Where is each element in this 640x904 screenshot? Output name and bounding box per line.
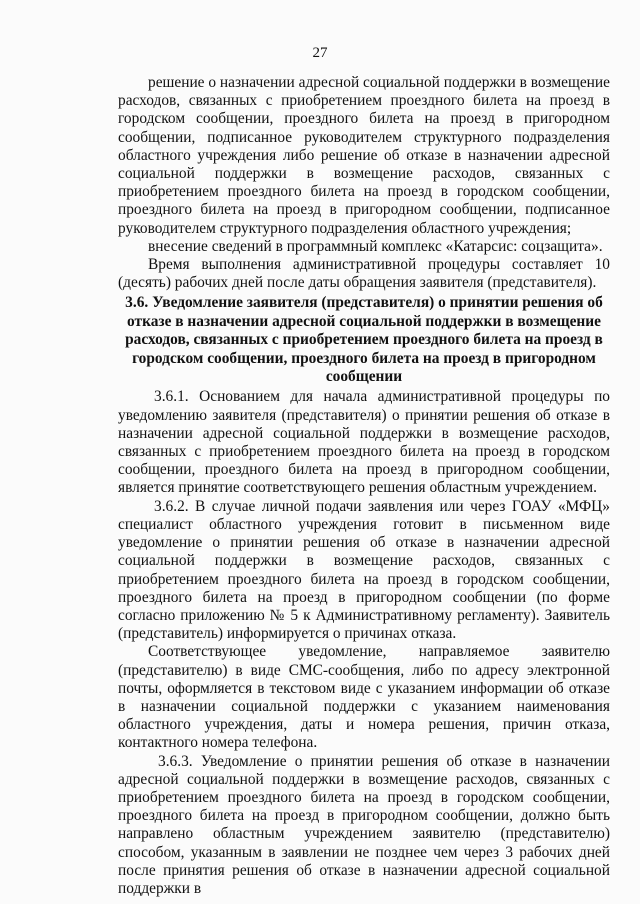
paragraph-3-6-3: 3.6.3. Уведомление о принятии решения об отказе в назначении адресной социальной поддержки в возмещение расходов, связанных с приобретением проездного билета на проезд в городском сообщении, проездного билета на проезд в пригородном сообщении, должно быть направлено областным учреждением заявителю (представителю) способом, указанным в заявлении не позднее чем через 3 рабочих дней после принятия решения об отказе в назначении адресной социальной поддержки в xyxy=(118,752,610,897)
paragraph-time: Время выполнения административной процедуры составляет 10 (десять) рабочих дней после даты обращения заявителя (представителя). xyxy=(118,256,610,292)
paragraph-3-6-2: 3.6.2. В случае личной подачи заявления или через ГОАУ «МФЦ» специалист областного учреждения готовит в письменном виде уведомление о принятии решения об отказе в назначении адресной социальной поддержки в возмещение расходов, связанных с приобретением проездного билета на проезд в городском сообщении, проездного билета на проезд в пригородном сообщении (по форме согласно приложению № 5 к Административному регламенту). Заявитель (представитель) информируется о причинах отказа. xyxy=(118,497,610,643)
section-number: 3.6. xyxy=(125,294,149,312)
paragraph-decision: решение о назначении адресной социальной поддержки в возмещение расходов, связанных с приобретением проездного билета на проезд в городском сообщении, проездного билета на проезд в пригородном сообщении, подписанное руководителем структурного подразделения областного учреждения либо решение об отказе в назначении адресной социальной поддержки в возмещение расходов, связанных с приобретением проездного билета на проезд в городском сообщении, проездного билета на проезд в пригородном сообщении, подписанное руководителем структурного подразделения областного учреждения; xyxy=(118,74,610,237)
paragraph-notification: Соответствующее уведомление, направляемое заявителю (представителю) в виде СМС-сообщения, либо по адресу электронной почты, оформляется в текстовом виде с указанием информации об отказе в назначении социальной поддержки с указанием наименования областного учреждения, даты и номера решения, причин отказа, контактного номера телефона. xyxy=(118,643,610,752)
paragraph-3-6-1: 3.6.1. Основанием для начала административной процедуры по уведомлению заявителя (представителя) о принятии решения об отказе в назначении адресной социальной поддержки в возмещение расходов, связанных с приобретением проездного билета на проезд в городском сообщении, проездного билета на проезд в пригородном сообщении, является принятие соответствующего решения областным учреждением. xyxy=(118,388,610,497)
section-heading xyxy=(118,294,610,386)
page-body xyxy=(118,74,610,898)
section-title: Уведомление заявителя (представителя) о принятии решения об отказе в назначении адресной социальной поддержки в возмещение расходов, связанных с приобретением проездного билета на проезд в городском сообщении, проездного билета на проезд в пригородном сообщении xyxy=(125,294,603,386)
paragraph-katarsis: внесение сведений в программный комплекс «Катарсис: соцзащита». xyxy=(148,237,603,255)
page-number: 27 xyxy=(312,45,328,61)
